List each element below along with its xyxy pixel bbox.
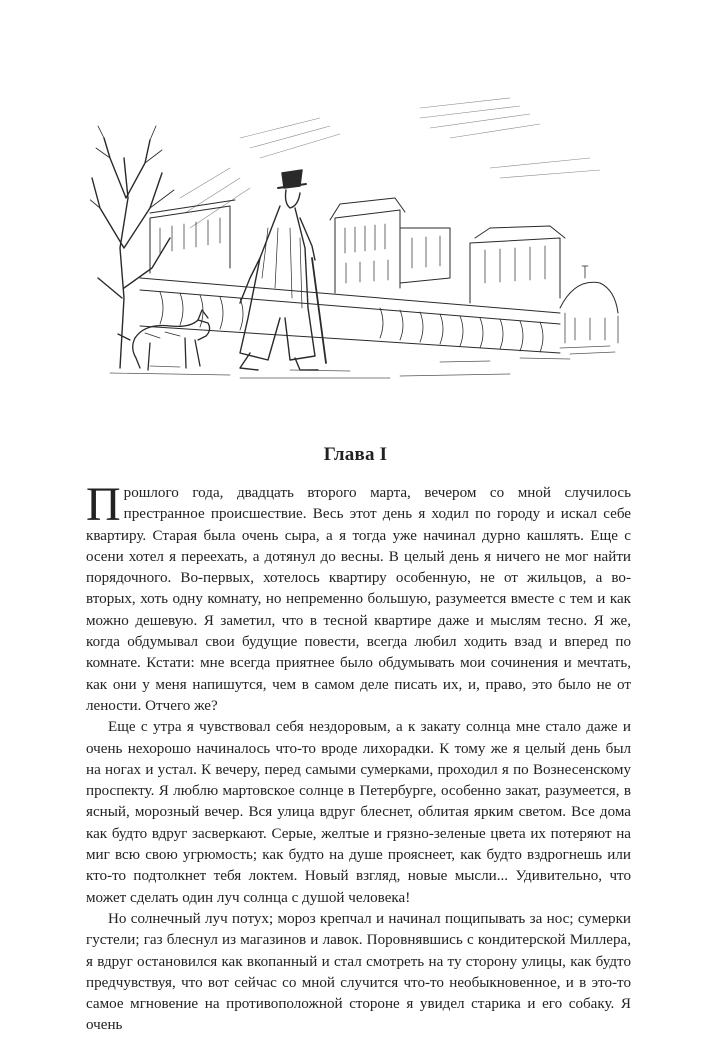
dog-figure [118, 310, 210, 370]
paragraph-3: Но солнечный луч потух; мороз крепчал и начинал пощипывать за нос; сумерки густели; газ блеснул из магазинов и лавок. Поровнявшись с кондитерской Миллера, я вдруг остановился как вкопанный и стал смотреть на ту сторону улицы, как будто предчувствуя, что вот сейчас со мной случится что-то необыкновенное, и в это-то самое мгновение на противоположной стороне я увидел старика и его собаку. Я очень [86, 910, 631, 1034]
railing [140, 278, 560, 353]
sky-hatching [180, 98, 600, 228]
old-man-figure [240, 170, 326, 370]
body-text [86, 478, 631, 1037]
chapter-title: Глава I [323, 444, 388, 465]
paragraph-1-text: рошлого года, двадцать второго марта, вечером со мной случилось престранное происшествие. Весь этот день я ходил по городу и искал себе квартиру. Старая была очень сыра, а я тогда уже начинал дурно кашлять. Еще с осени хотел я переехать, а дотянул до весны. В целый день я ничего не мог найти порядочного. Во-первых, хотелось квартиру особенную, не от жильцов, а во-вторых, хоть одну комнату, но непременно большую, разумеется вместе с тем и как можно дешевую. Я заметил, что в тесной квартире даже и мыслям тесно. Я же, когда обдумывал свои будущие повести, всегда любил ходить взад и вперед по комнате. Кстати: мне всегда приятнее было обдумывать мои сочинения и мечтать, как они у меня напишутся, чем в самом деле писать их, и, право, это было не от лености. Отчего же? [86, 485, 631, 714]
paragraph-2: Еще с утра я чувствовал себя нездоровым, а к закату солнца мне стало даже и очень нехорошо начиналось что-то вроде лихорадки. К тому же я целый день был на ногах и устал. К вечеру, перед самыми сумерками, проходил я по Вознесенскому проспекту. Я люблю мартовское солнце в Петербурге, особенно закат, разумеется, в ясный, морозный вечер. Вся улица вдруг блеснет, облитая ярким светом. Все дома как будто вдруг засверкают. Серые, желтые и грязно-зеленые цвета их потеряют на миг всю свою угрюмость; как будто на душе прояснеет, как будто вздрогнешь или кто-то подтолкнет тебя локтем. Новый взгляд, новые мысли... Удивительно, что может сделать один луч солнца с душой человека! [86, 719, 631, 906]
bare-tree [90, 126, 174, 368]
drop-cap: П [86, 478, 121, 531]
illustration [90, 78, 620, 388]
building-left [150, 200, 235, 273]
paragraph-1 [86, 478, 631, 717]
palace-center [330, 198, 450, 293]
building-right [470, 226, 618, 343]
